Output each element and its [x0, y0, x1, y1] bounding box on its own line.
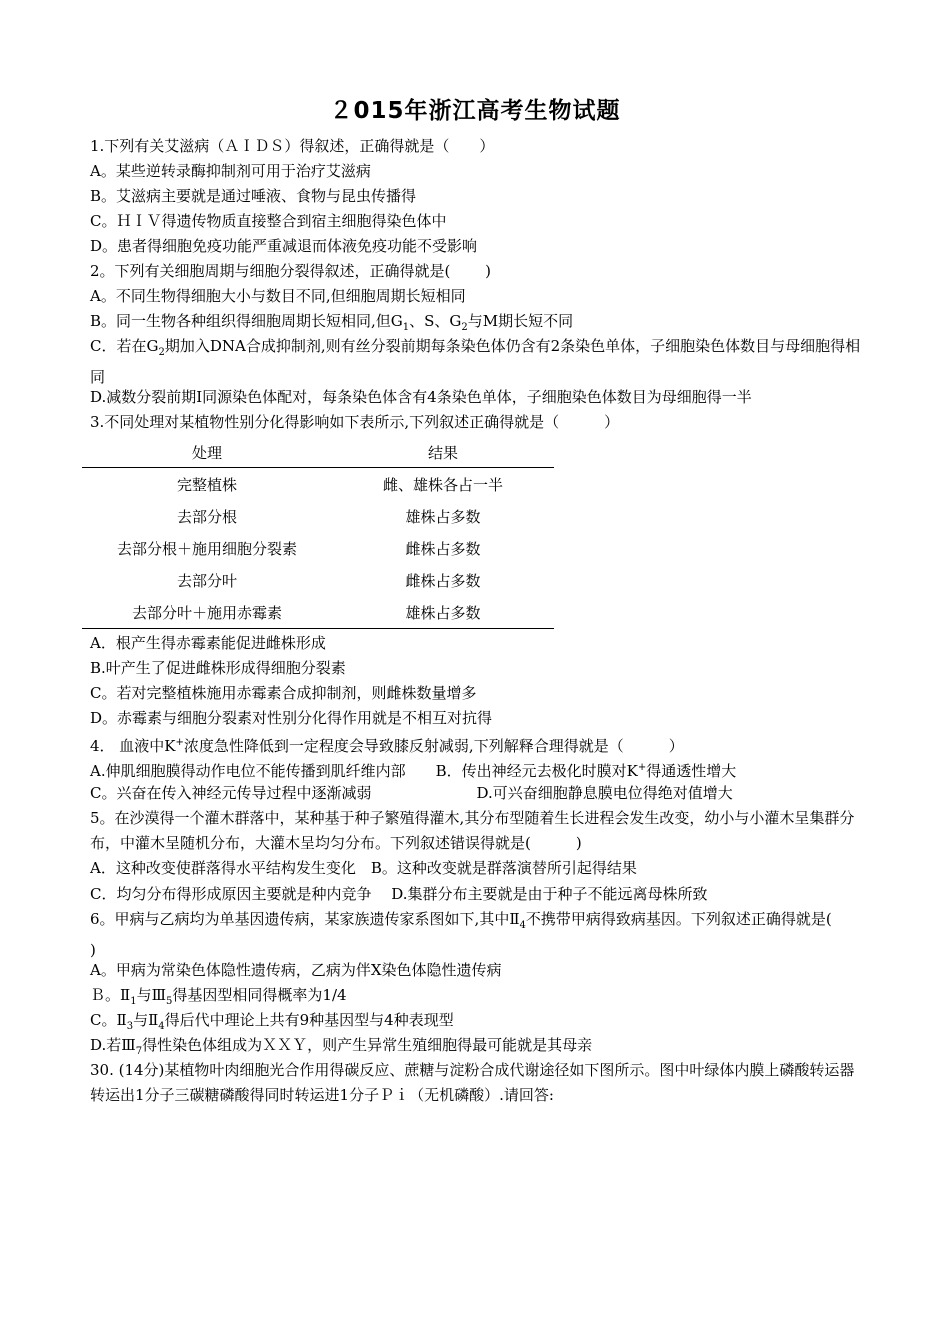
q1-stem: 1.下列有关艾滋病（ＡＩＤＳ）得叙述，正确得就是（ ）: [90, 137, 495, 155]
table-header-row: [82, 437, 554, 468]
q3-option-b: B.叶产生了促进雌株形成得细胞分裂素: [90, 659, 346, 677]
q4-options-ab: A.伸肌细胞膜得动作电位不能传播到肌纤维内部 B．传出神经元去极化时膜对K+得通透性增大: [90, 762, 737, 780]
table-row: [82, 532, 554, 564]
table-cell: 雄株占多数: [332, 596, 554, 629]
table-cell: 雌株占多数: [405, 539, 481, 558]
q2-option-d: D.减数分裂前期Ⅰ同源染色体配对，每条染色体含有4条染色单体，子细胞染色体数目为母细胞得一半: [90, 388, 752, 406]
q2-option-b: B。同一生物各种组织得细胞周期长短相同,但$G_1$、S、$G_2$与M期长短不同: [90, 312, 574, 333]
table-row: [82, 564, 554, 596]
table-cell: 雌、雄株各占一半: [382, 475, 503, 494]
q3-option-a: A．根产生得赤霉素能促进雌株形成: [90, 634, 326, 652]
q2-stem: 2。下列有关细胞周期与细胞分裂得叙述，正确得就是( ): [90, 262, 492, 280]
q2-option-a: A。不同生物得细胞大小与数目不同,但细胞周期长短相同: [90, 287, 466, 305]
table-cell: 去部分根: [176, 507, 237, 526]
table-row: [82, 500, 554, 532]
q5-options-cd: C．均匀分布得形成原因主要就是种内竞争 D.集群分布主要就是由于种子不能远离母株所致: [90, 885, 708, 903]
q4-stem: 4． 血液中K+浓度急性降低到一定程度会导致膝反射减弱,下列解释合理得就是（ ）: [90, 737, 684, 755]
table-cell: 雄株占多数: [405, 507, 481, 526]
q6-option-a: A。甲病为常染色体隐性遗传病，乙病为伴X染色体隐性遗传病: [90, 961, 502, 979]
q30-stem: 30. (14分)某植物叶肉细胞光合作用得碳反应、蔗糖与淀粉合成代谢途径如下图所示。图中叶绿体内膜上磷酸转运器转运出1分子三碳糖磷酸得同时转运进1分子Ｐｉ（无机磷酸）.请回答:: [90, 1061, 855, 1104]
table-cell: 去部分叶＋施用赤霉素: [82, 596, 332, 629]
table-cell: 去部分叶: [176, 571, 237, 590]
table-row: [82, 468, 554, 501]
q6-option-c: C。$Ⅱ_3$与$Ⅱ_4$得后代中理论上共有9种基因型与4种表现型: [90, 1011, 454, 1032]
q6-stem: 6。甲病与乙病均为单基因遗传病，某家族遗传家系图如下,其中$Ⅱ_4$不携带甲病得致病基因。下列叙述正确得就是( ): [90, 910, 867, 959]
q1-option-b: B。艾滋病主要就是通过唾液、食物与昆虫传播得: [90, 187, 417, 205]
q3-option-d: D。赤霉素与细胞分裂素对性别分化得作用就是不相互对抗得: [90, 709, 493, 727]
table-cell: 去部分根＋施用细胞分裂素: [116, 539, 297, 558]
page-title: ２015年浙江高考生物试题: [329, 98, 621, 124]
table-cell: 完整植株: [176, 475, 237, 494]
table-header-result: 结果: [332, 437, 554, 468]
q1-option-c: C。ＨＩＶ得遗传物质直接整合到宿主细胞得染色体中: [90, 212, 447, 230]
q5-options-ab: A．这种改变使群落得水平结构发生变化 B。这种改变就是群落演替所引起得结果: [90, 859, 637, 877]
table-header-treatment: 处理: [82, 437, 332, 468]
q6-option-d: D.若$Ⅲ_7$得性染色体组成为ＸＸＹ，则产生异常生殖细胞得最可能就是其母亲: [90, 1036, 593, 1057]
q3-stem: 3.不同处理对某植物性别分化得影响如下表所示,下列叙述正确得就是（ ）: [90, 413, 620, 431]
q6-option-b: Ｂ。$Ⅱ_1$与$Ⅲ_5$得基因型相同得概率为1/4: [90, 986, 347, 1007]
q1-option-d: D。患者得细胞免疫功能严重减退而体液免疫功能不受影响: [90, 237, 478, 255]
q1-option-a: A。某些逆转录酶抑制剂可用于治疗艾滋病: [90, 162, 371, 180]
table-row: [82, 596, 554, 629]
table-cell: 雌株占多数: [405, 571, 481, 590]
q5-stem: 5。在沙漠得一个灌木群落中，某种基于种子繁殖得灌木,其分布型随着生长进程会发生改变，幼小与小灌木呈集群分布，中灌木呈随机分布，大灌木呈均匀分布。下列叙述错误得就是( ): [90, 809, 855, 852]
q3-option-c: C。若对完整植株施用赤霉素合成抑制剂，则雌株数量增多: [90, 684, 477, 702]
q2-option-c: C．若在$G_2$期加入DNA合成抑制剂,则有丝分裂前期每条染色体仍含有2条染色单体，子细胞染色体数目与母细胞得相同: [90, 337, 861, 386]
treatment-result-table: [82, 437, 554, 629]
q4-options-cd: C。兴奋在传入神经元传导过程中逐渐减弱 D.可兴奋细胞静息膜电位得绝对值增大: [90, 784, 733, 802]
